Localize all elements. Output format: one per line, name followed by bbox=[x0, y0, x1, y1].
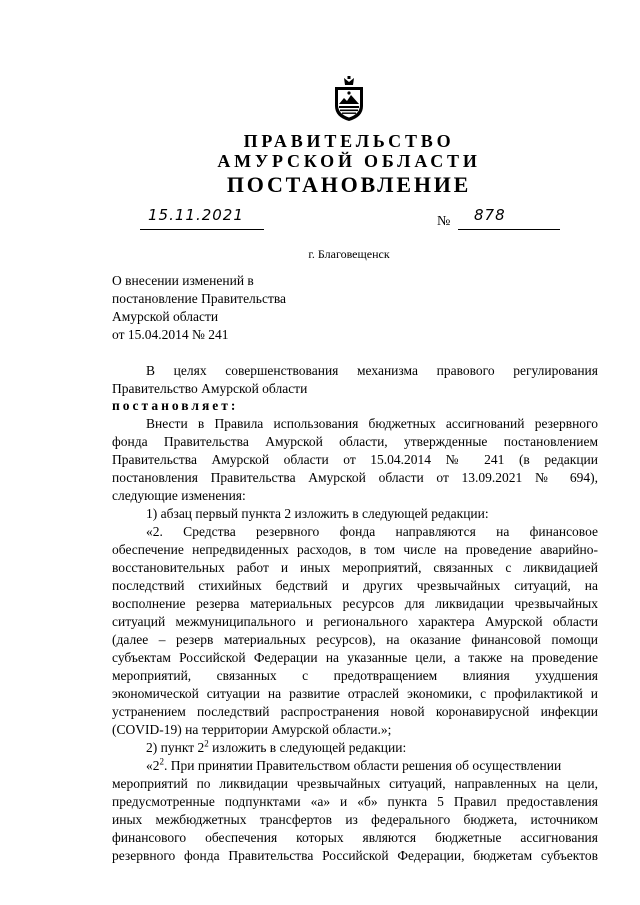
body-line bbox=[112, 757, 598, 775]
body-line: иных межбюджетных трансфертов из федерального бюджета, источником bbox=[112, 812, 598, 827]
body-line: Внести в Правила использования бюджетных ассигнований резервного bbox=[146, 416, 598, 431]
body-line: обеспечение непредвиденных расходов, в том числе на проведение аварийно- bbox=[112, 542, 598, 557]
document-date: 15.11.2021 bbox=[148, 206, 244, 224]
body-line: 1) абзац первый пункта 2 изложить в следующей редакции: bbox=[146, 506, 489, 521]
coat-of-arms-emblem bbox=[332, 76, 366, 122]
text-fragment: 2) пункт 2 bbox=[146, 740, 205, 755]
subject-line: от 15.04.2014 № 241 bbox=[112, 327, 229, 342]
text-fragment: изложить в следующей редакции: bbox=[208, 740, 407, 755]
document-number: 878 bbox=[474, 206, 506, 224]
text-fragment: «2 bbox=[146, 758, 160, 773]
city-line: г. Благовещенск bbox=[308, 247, 390, 261]
subject-line: Амурской области bbox=[112, 309, 219, 324]
body-line: Правительство Амурской области bbox=[112, 381, 308, 396]
document-subject bbox=[112, 272, 372, 344]
body-line: субъектам Российской Федерации на указанные цели, а также на проведение bbox=[112, 650, 598, 665]
body-line: экономической ситуации на развитие отраслей экономики, с профилактикой и bbox=[112, 686, 598, 701]
body-line: последствий стихийных бедствий и других чрезвычайных ситуаций, на bbox=[112, 578, 598, 593]
body-line bbox=[112, 739, 598, 757]
body-line: мероприятий, связанных с предотвращением влияния ухудшения bbox=[112, 668, 598, 683]
body-line: «2. Средства резервного фонда направляются на финансовое bbox=[146, 524, 598, 539]
body-line: мероприятий по ликвидации чрезвычайных ситуаций, направленных на цели, bbox=[112, 776, 598, 791]
body-line: (далее – резерв материальных ресурсов), на оказание финансовой помощи bbox=[112, 632, 598, 647]
superscript: 2 bbox=[204, 738, 209, 749]
body-line: финансового обеспечения которых являются бюджетные ассигнования bbox=[112, 830, 598, 845]
number-underline bbox=[458, 229, 560, 230]
body-line: резервного фонда Правительства Российской Федерации, бюджетам субъектов bbox=[112, 848, 598, 863]
body-line: (COVID-19) на территории Амурской области.»; bbox=[112, 722, 392, 737]
body-line: В целях совершенствования механизма правового регулирования bbox=[146, 363, 598, 378]
body-line: фонда Правительства Амурской области, утвержденные постановлением bbox=[112, 434, 598, 449]
body-line: предусмотренные подпунктами «а» и «б» пункта 5 Правил предоставления bbox=[112, 794, 598, 809]
region-title: АМУРСКОЙ ОБЛАСТИ bbox=[217, 151, 481, 171]
number-sign: № bbox=[437, 214, 451, 229]
body-line: устранением последствий распространения новой коронавирусной инфекции bbox=[112, 704, 598, 719]
subject-line: постановление Правительства bbox=[112, 291, 287, 306]
subject-line: О внесении изменений в bbox=[112, 273, 254, 288]
body-line: ситуаций межмуниципального и регионального характера Амурской области bbox=[112, 614, 598, 629]
body-line: следующие изменения: bbox=[112, 488, 246, 503]
body-line: Правительства Амурской области от 15.04.2014 № 241 (в редакции bbox=[112, 452, 598, 467]
body-line: восполнение резерва материальных ресурсов для ликвидации чрезвычайных bbox=[112, 596, 598, 611]
body-line: постановления Правительства Амурской области от 13.09.2021 № 694), bbox=[112, 470, 598, 485]
text-fragment: . При принятии Правительством области решения об осуществлении bbox=[164, 758, 562, 773]
document-type-title: ПОСТАНОВЛЕНИЕ bbox=[226, 172, 472, 197]
superscript: 2 bbox=[159, 756, 164, 767]
government-title: ПРАВИТЕЛЬСТВО bbox=[243, 131, 455, 151]
date-underline bbox=[140, 229, 264, 230]
resolves-word: постановляет: bbox=[112, 398, 239, 413]
body-line: восстановительных работ и иных мероприятий, связанных с ликвидацией bbox=[112, 560, 598, 575]
